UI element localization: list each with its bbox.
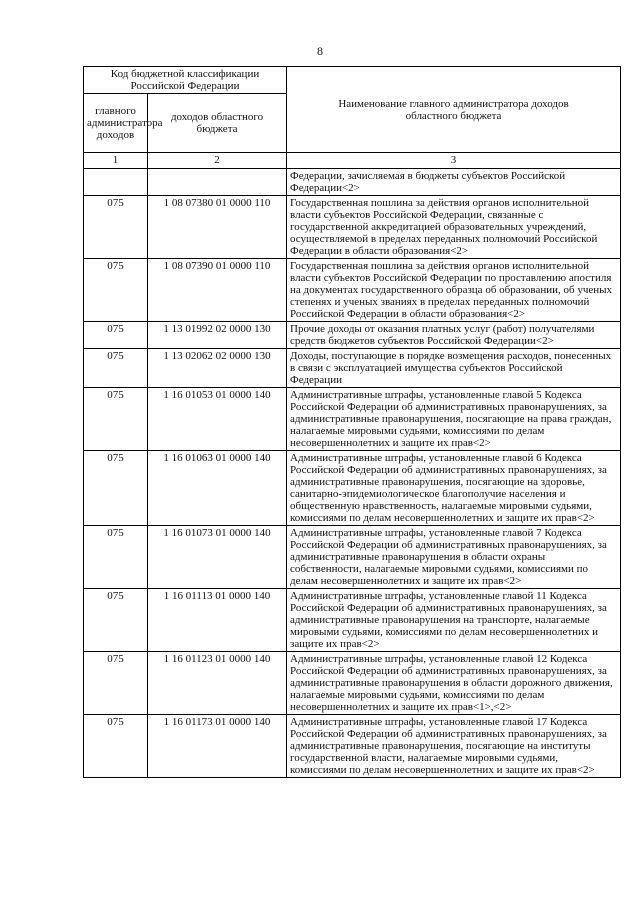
admin-code-cell: 075 xyxy=(84,388,148,451)
name-cell: Административные штрафы, установленные главой 17 Кодекса Российской Федерации об административных правонарушениях, за административные правонарушения, посягающие на институты государственной власти, налагаемые мировыми судьями, комиссиями по делам несовершеннолетних и защите их прав<2> xyxy=(287,715,621,778)
admin-code-cell: 075 xyxy=(84,349,148,388)
name-cell: Административные штрафы, установленные главой 11 Кодекса Российской Федерации об административных правонарушениях, за административные правонарушения на транспорте, налагаемые мировыми судьями, комиссиями по делам несовершеннолетних и защите их прав<2> xyxy=(287,589,621,652)
admin-code-cell: 075 xyxy=(84,451,148,526)
table-row xyxy=(84,388,621,451)
name-cell: Федерации, зачисляемая в бюджеты субъектов Российской Федерации<2> xyxy=(287,169,621,196)
admin-code-cell: 075 xyxy=(84,196,148,259)
admin-code-cell: 075 xyxy=(84,715,148,778)
table-row xyxy=(84,259,621,322)
income-code-cell xyxy=(148,169,287,196)
admin-code-cell: 075 xyxy=(84,589,148,652)
income-code-cell: 1 16 01063 01 0000 140 xyxy=(148,451,287,526)
table-row xyxy=(84,652,621,715)
income-code-cell: 1 16 01173 01 0000 140 xyxy=(148,715,287,778)
name-cell: Государственная пошлина за действия органов исполнительной власти субъектов Российской Федерации по проставлению апостиля на документах государственного образца об образовании, об ученых степенях и ученых званиях в пределах переданных полномочий Российской Федерации в области образования<2> xyxy=(287,259,621,322)
budget-classification-table xyxy=(83,66,621,778)
admin-code-cell: 075 xyxy=(84,652,148,715)
admin-code-cell: 075 xyxy=(84,259,148,322)
header-name-column: Наименование главного администратора доходов областного бюджета xyxy=(287,67,621,153)
name-cell: Прочие доходы от оказания платных услуг (работ) получателями средств бюджетов субъектов Российской Федерации<2> xyxy=(287,322,621,349)
table-row xyxy=(84,169,621,196)
column-number: 3 xyxy=(287,153,621,169)
header-group-title: Код бюджетной классификации Российской Федерации xyxy=(84,67,287,94)
table-row xyxy=(84,196,621,259)
admin-code-cell xyxy=(84,169,148,196)
table-row xyxy=(84,349,621,388)
name-cell: Административные штрафы, установленные главой 5 Кодекса Российской Федерации об административных правонарушениях, за административные правонарушения, посягающие на права граждан, налагаемые мировыми судьями, комиссиями по делам несовершеннолетних и защите их прав<2> xyxy=(287,388,621,451)
admin-code-cell: 075 xyxy=(84,322,148,349)
name-cell: Государственная пошлина за действия органов исполнительной власти субъектов Российской Федерации, связанные с государственной аккредитацией образовательных учреждений, осуществляемой в пределах переданных полномочий Российской Федерации в области образования<2> xyxy=(287,196,621,259)
table-row xyxy=(84,322,621,349)
income-code-cell: 1 16 01113 01 0000 140 xyxy=(148,589,287,652)
name-cell: Доходы, поступающие в порядке возмещения расходов, понесенных в связи с эксплуатацией имущества субъектов Российской Федерации xyxy=(287,349,621,388)
table-row xyxy=(84,451,621,526)
name-cell: Административные штрафы, установленные главой 12 Кодекса Российской Федерации об административных правонарушениях, за административные правонарушения в области дорожного движения, налагаемые мировыми судьями, комиссиями по делам несовершеннолетних и защите их прав<1>,<2> xyxy=(287,652,621,715)
table-row xyxy=(84,526,621,589)
name-cell: Административные штрафы, установленные главой 7 Кодекса Российской Федерации об административных правонарушениях, за административные правонарушения в области охраны собственности, налагаемые мировыми судьями, комиссиями по делам несовершеннолетних и защите их прав<2> xyxy=(287,526,621,589)
column-number: 2 xyxy=(148,153,287,169)
column-numbers-row xyxy=(84,153,621,169)
income-code-cell: 1 08 07380 01 0000 110 xyxy=(148,196,287,259)
income-code-cell: 1 13 01992 02 0000 130 xyxy=(148,322,287,349)
table-row xyxy=(84,715,621,778)
income-code-cell: 1 16 01123 01 0000 140 xyxy=(148,652,287,715)
income-code-cell: 1 08 07390 01 0000 110 xyxy=(148,259,287,322)
table-row xyxy=(84,589,621,652)
income-code-cell: 1 16 01073 01 0000 140 xyxy=(148,526,287,589)
page-number: 8 xyxy=(317,44,323,58)
header-income-column: доходов областного бюджета xyxy=(148,94,287,153)
header-admin-column: главного администратора доходов xyxy=(84,94,148,153)
column-number: 1 xyxy=(84,153,148,169)
table-header-row xyxy=(84,67,621,94)
income-code-cell: 1 13 02062 02 0000 130 xyxy=(148,349,287,388)
name-cell: Административные штрафы, установленные главой 6 Кодекса Российской Федерации об административных правонарушениях, за административные правонарушения, посягающие на здоровье, санитарно-эпидемиологическое благополучие населения и общественную нравственность, налагаемые мировыми судьями, комиссиями по делам несовершеннолетних и защите их прав<2> xyxy=(287,451,621,526)
admin-code-cell: 075 xyxy=(84,526,148,589)
income-code-cell: 1 16 01053 01 0000 140 xyxy=(148,388,287,451)
